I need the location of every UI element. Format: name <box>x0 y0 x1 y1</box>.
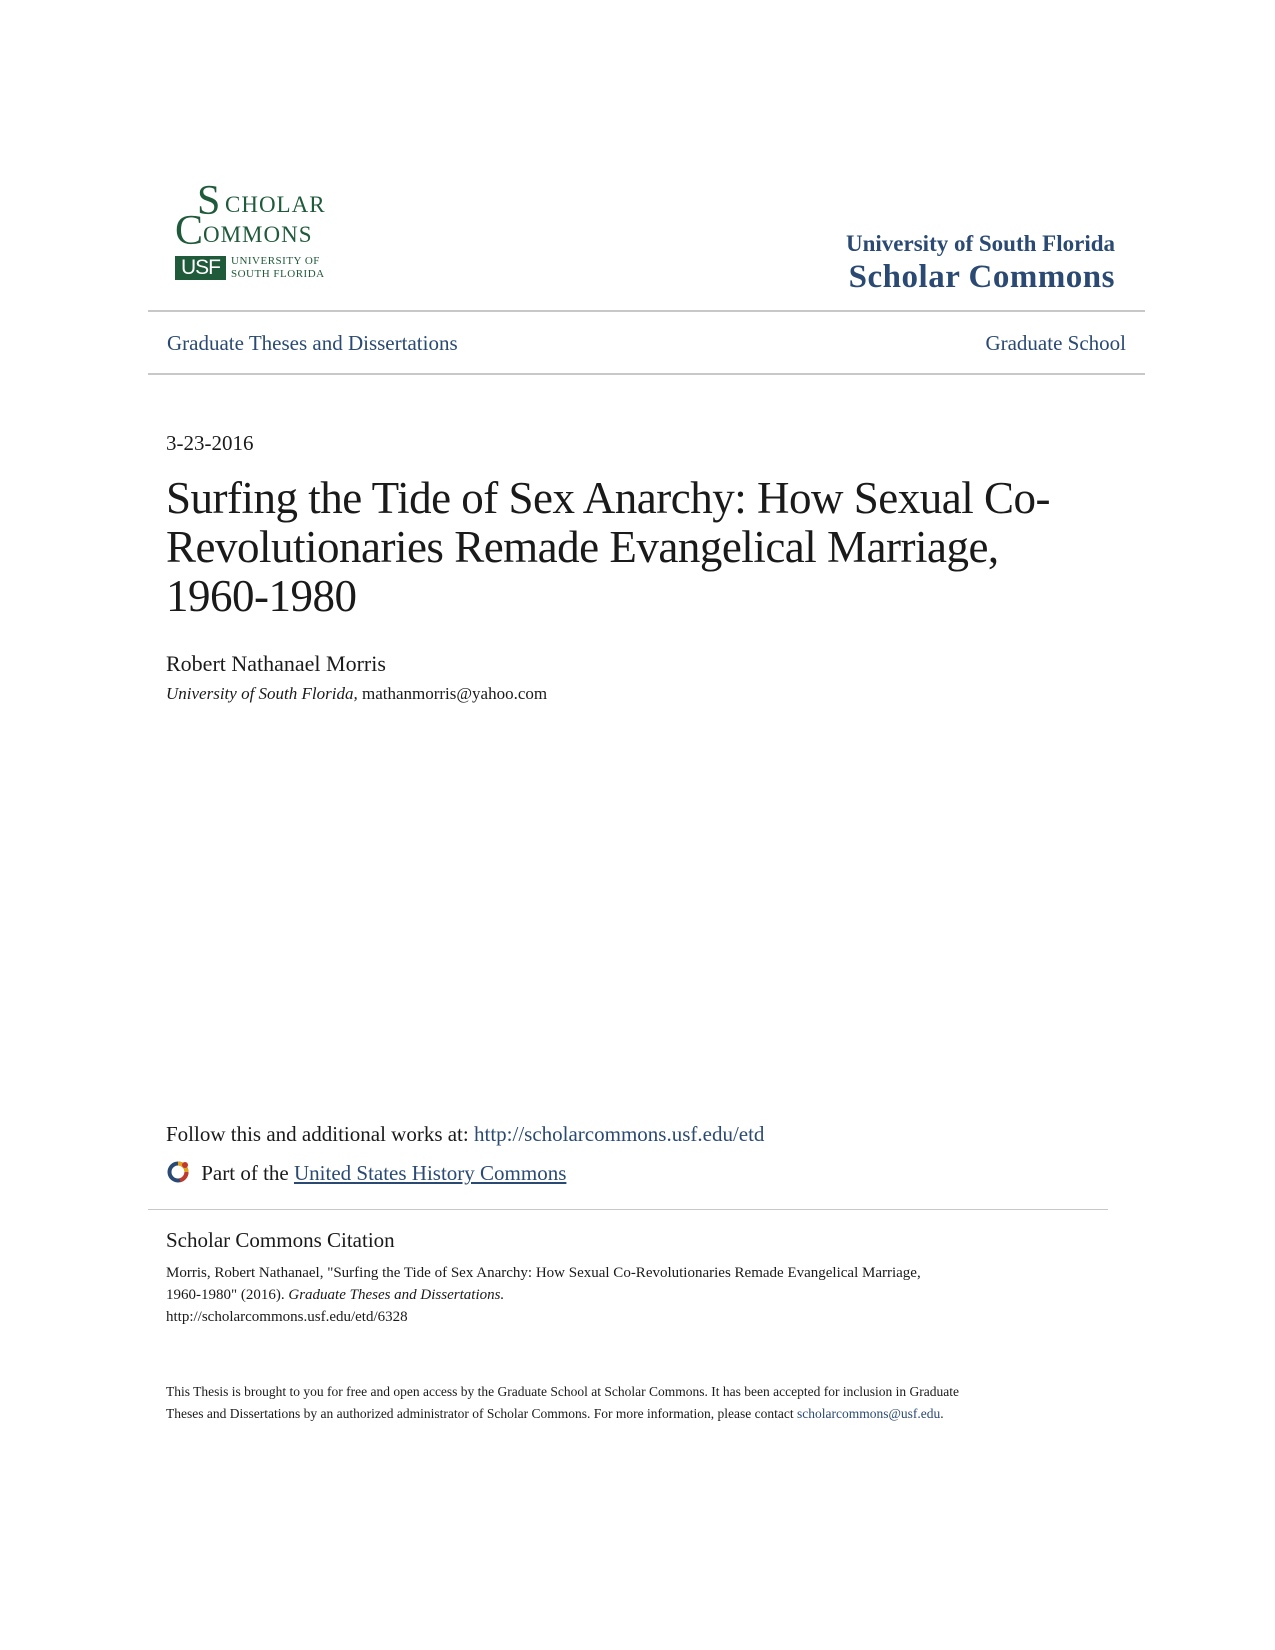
citation-heading: Scholar Commons Citation <box>166 1228 395 1252</box>
usf-logo-text <box>231 255 325 281</box>
usf-logo-line1: UNIVERSITY OF <box>231 255 320 267</box>
citation-url: http://scholarcommons.usf.edu/etd/6328 <box>166 1309 408 1325</box>
collection-link[interactable]: Graduate Theses and Dissertations <box>167 331 458 355</box>
citation-text <box>166 1262 1066 1328</box>
note-line-2-start: Theses and Dissertations by an authorized administrator of Scholar Commons. For more information, please contact <box>166 1406 794 1421</box>
citation-divider <box>148 1209 1108 1210</box>
follow-prefix: Follow this and additional works at: <box>166 1122 469 1146</box>
usf-logo-line2: SOUTH FLORIDA <box>231 268 325 280</box>
citation-series: Graduate Theses and Dissertations. <box>288 1287 505 1303</box>
author-institution: University of South Florida, <box>166 684 358 703</box>
note-line-1: This Thesis is brought to you for free and open access by the Graduate School at Scholar Commons. It has been accepted for inclusion in Graduate <box>166 1384 960 1399</box>
author-affiliation <box>166 684 547 704</box>
logo-initial-s: S <box>197 178 221 224</box>
author-email: mathanmorris@yahoo.com <box>361 684 548 703</box>
breadcrumb-divider <box>148 373 1145 375</box>
university-name[interactable]: University of South Florida <box>846 231 1115 256</box>
citation-line-1: Morris, Robert Nathanael, "Surfing the Tide of Sex Anarchy: How Sexual Co-Revolutionaries Remade Evangelical Marriage, <box>166 1265 921 1281</box>
network-icon <box>166 1160 190 1184</box>
document-title <box>166 474 1096 621</box>
usf-logo-box: USF <box>175 256 226 280</box>
follow-line <box>166 1122 764 1147</box>
logo-line-commons <box>175 208 313 254</box>
header-divider <box>148 310 1145 312</box>
title-line-3: 1960-1980 <box>166 571 357 621</box>
etd-url-link[interactable]: http://scholarcommons.usf.edu/etd <box>473 1122 765 1146</box>
citation-line-2-start: 1960-1980" (2016). <box>166 1287 285 1303</box>
logo-word-ommons: OMMONS <box>203 222 313 247</box>
note-line-2-end: . <box>940 1406 944 1421</box>
discipline-link[interactable]: United States History Commons <box>293 1161 567 1185</box>
publication-date: 3-23-2016 <box>166 431 254 455</box>
access-note <box>166 1381 1066 1425</box>
title-line-2: Revolutionaries Remade Evangelical Marriage, <box>166 522 999 572</box>
school-link[interactable]: Graduate School <box>985 331 1126 355</box>
author-name: Robert Nathanael Morris <box>166 651 386 676</box>
repository-header <box>846 230 1115 296</box>
repository-name[interactable]: Scholar Commons <box>848 259 1115 295</box>
scholar-commons-logo <box>175 180 335 285</box>
part-of-prefix: Part of the <box>201 1161 289 1185</box>
title-line-1: Surfing the Tide of Sex Anarchy: How Sexual Co- <box>166 473 1050 523</box>
logo-initial-c: C <box>175 208 204 254</box>
logo-word-cholar: CHOLAR <box>225 192 326 217</box>
part-of-line <box>166 1160 566 1186</box>
contact-email-link[interactable]: scholarcommons@usf.edu <box>796 1406 941 1421</box>
